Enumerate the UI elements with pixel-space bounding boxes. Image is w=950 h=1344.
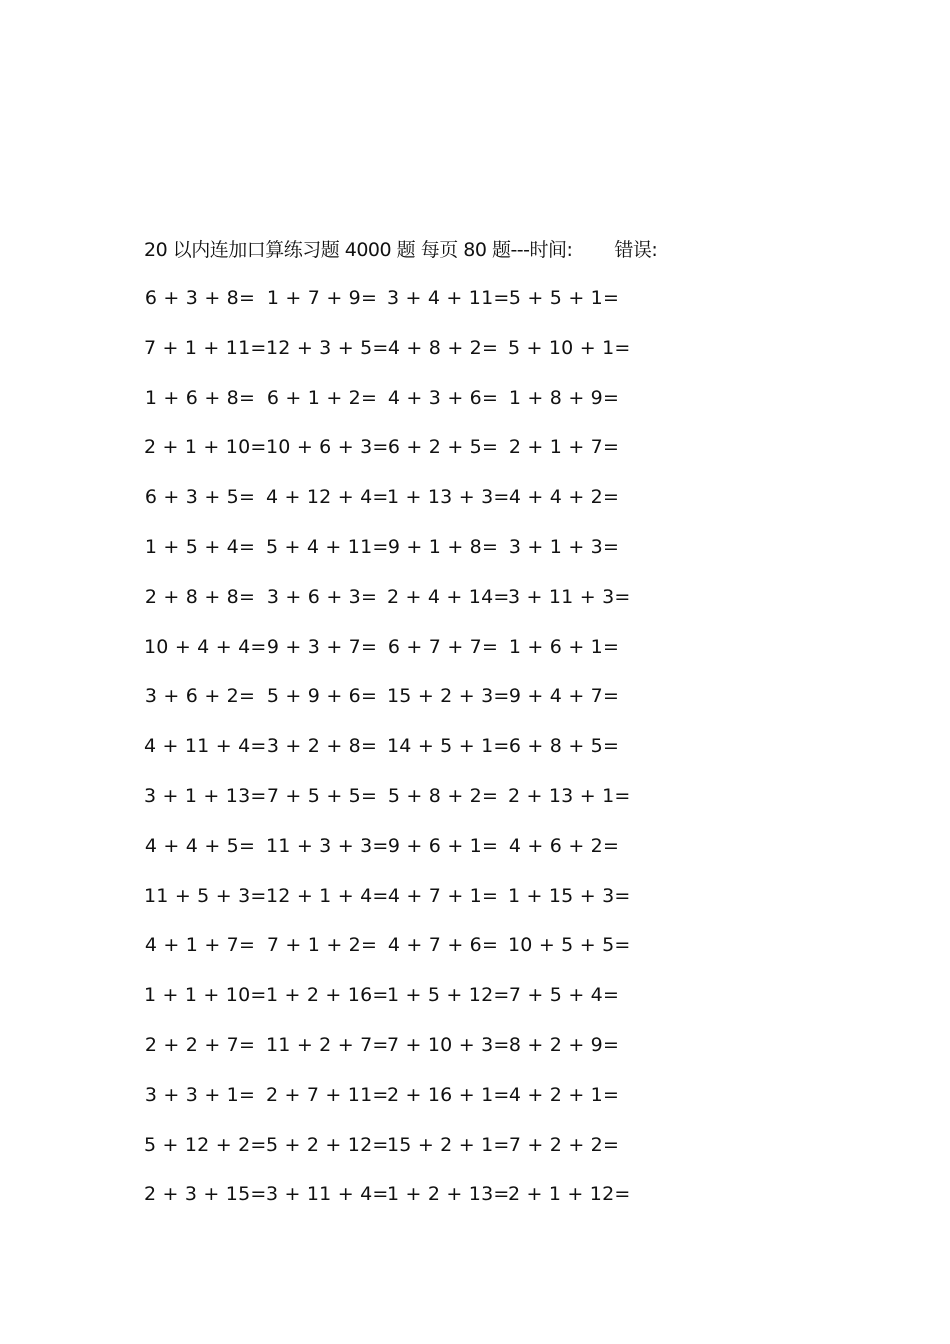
- problem-item: 1 + 13 + 3=: [387, 486, 510, 509]
- problem-item: 6 + 2 + 5=: [387, 436, 499, 459]
- problem-item: 2 + 2 + 7=: [144, 1033, 256, 1056]
- problem-item: 1 + 15 + 3=: [508, 884, 631, 907]
- problem-item: 4 + 7 + 6=: [387, 934, 499, 957]
- problem-item: 4 + 12 + 4=: [266, 486, 389, 509]
- problem-row: [144, 981, 664, 1031]
- problem-item: 14 + 5 + 1=: [387, 735, 510, 758]
- worksheet-title: 20 以内连加口算练习题 4000 题 每页 80 题---时间:: [144, 239, 573, 261]
- problem-row: [144, 334, 664, 384]
- problem-item: 4 + 6 + 2=: [508, 834, 620, 857]
- problem-item: 4 + 2 + 1=: [508, 1083, 620, 1106]
- problem-row: [144, 1081, 664, 1131]
- problem-row: [144, 433, 664, 483]
- problem-item: 3 + 11 + 4=: [266, 1183, 389, 1206]
- problem-row: [144, 832, 664, 882]
- problem-row: [144, 882, 664, 932]
- problem-row: [144, 931, 664, 981]
- problem-item: 2 + 16 + 1=: [387, 1083, 510, 1106]
- problem-item: 2 + 4 + 14=: [387, 585, 510, 608]
- problem-item: 10 + 6 + 3=: [266, 436, 389, 459]
- problem-item: 6 + 7 + 7=: [387, 635, 499, 658]
- problem-item: 4 + 11 + 4=: [144, 735, 267, 758]
- problem-item: 5 + 5 + 1=: [508, 287, 620, 309]
- problem-item: 3 + 11 + 3=: [508, 585, 631, 608]
- problem-item: 2 + 1 + 10=: [144, 436, 267, 459]
- error-label: 错误:: [614, 239, 658, 261]
- problem-row: [144, 1131, 664, 1181]
- problem-row: [144, 1180, 664, 1230]
- problem-item: 4 + 1 + 7=: [144, 934, 256, 957]
- worksheet-header: [144, 236, 657, 264]
- problem-item: 10 + 4 + 4=: [144, 635, 267, 658]
- problem-item: 9 + 3 + 7=: [266, 635, 378, 658]
- problem-item: 9 + 4 + 7=: [508, 685, 620, 708]
- problem-item: 11 + 5 + 3=: [144, 884, 267, 907]
- problem-item: 1 + 7 + 9=: [266, 287, 378, 309]
- problem-item: 7 + 10 + 3=: [387, 1033, 510, 1056]
- problem-grid: [144, 284, 664, 1230]
- problem-item: 3 + 2 + 8=: [266, 735, 378, 758]
- problem-row: [144, 284, 664, 334]
- problem-item: 6 + 3 + 5=: [144, 486, 256, 509]
- problem-item: 2 + 1 + 7=: [508, 436, 620, 459]
- problem-item: 6 + 8 + 5=: [508, 735, 620, 758]
- problem-item: 15 + 2 + 3=: [387, 685, 510, 708]
- problem-item: 15 + 2 + 1=: [387, 1133, 510, 1156]
- problem-item: 3 + 4 + 11=: [387, 287, 510, 309]
- problem-item: 1 + 8 + 9=: [508, 386, 620, 409]
- problem-item: 7 + 5 + 4=: [508, 984, 620, 1007]
- problem-item: 12 + 1 + 4=: [266, 884, 389, 907]
- problem-row: [144, 1031, 664, 1081]
- problem-item: 5 + 2 + 12=: [266, 1133, 389, 1156]
- problem-item: 2 + 8 + 8=: [144, 585, 256, 608]
- problem-item: 4 + 8 + 2=: [387, 336, 499, 359]
- problem-item: 1 + 2 + 16=: [266, 984, 389, 1007]
- problem-item: 3 + 6 + 2=: [144, 685, 256, 708]
- problem-row: [144, 782, 664, 832]
- problem-item: 1 + 2 + 13=: [387, 1183, 510, 1206]
- problem-row: [144, 682, 664, 732]
- problem-item: 4 + 7 + 1=: [387, 884, 499, 907]
- problem-item: 4 + 4 + 2=: [508, 486, 620, 509]
- problem-item: 6 + 3 + 8=: [144, 287, 256, 309]
- problem-row: [144, 583, 664, 633]
- problem-item: 5 + 12 + 2=: [144, 1133, 267, 1156]
- problem-item: 11 + 3 + 3=: [266, 834, 389, 857]
- problem-item: 1 + 6 + 1=: [508, 635, 620, 658]
- problem-item: 3 + 1 + 3=: [508, 535, 620, 558]
- problem-item: 1 + 1 + 10=: [144, 984, 267, 1007]
- problem-item: 1 + 6 + 8=: [144, 386, 256, 409]
- problem-item: 5 + 9 + 6=: [266, 685, 378, 708]
- problem-item: 7 + 1 + 11=: [144, 336, 267, 359]
- problem-row: [144, 533, 664, 583]
- problem-row: [144, 732, 664, 782]
- problem-item: 5 + 4 + 11=: [266, 535, 389, 558]
- problem-item: 9 + 1 + 8=: [387, 535, 499, 558]
- problem-item: 1 + 5 + 12=: [387, 984, 510, 1007]
- problem-item: 2 + 13 + 1=: [508, 784, 631, 807]
- problem-item: 3 + 6 + 3=: [266, 585, 378, 608]
- problem-row: [144, 384, 664, 434]
- problem-item: 1 + 5 + 4=: [144, 535, 256, 558]
- problem-item: 4 + 3 + 6=: [387, 386, 499, 409]
- problem-item: 5 + 8 + 2=: [387, 784, 499, 807]
- problem-item: 9 + 6 + 1=: [387, 834, 499, 857]
- problem-item: 10 + 5 + 5=: [508, 934, 631, 957]
- problem-item: 4 + 4 + 5=: [144, 834, 256, 857]
- problem-row: [144, 633, 664, 683]
- problem-item: 7 + 1 + 2=: [266, 934, 378, 957]
- problem-item: 2 + 7 + 11=: [266, 1083, 389, 1106]
- problem-item: 6 + 1 + 2=: [266, 386, 378, 409]
- problem-item: 3 + 1 + 13=: [144, 784, 267, 807]
- problem-item: 8 + 2 + 9=: [508, 1033, 620, 1056]
- problem-item: 5 + 10 + 1=: [508, 336, 631, 359]
- problem-item: 3 + 3 + 1=: [144, 1083, 256, 1106]
- problem-item: 2 + 1 + 12=: [508, 1183, 631, 1206]
- problem-row: [144, 483, 664, 533]
- problem-item: 7 + 5 + 5=: [266, 784, 378, 807]
- problem-item: 7 + 2 + 2=: [508, 1133, 620, 1156]
- problem-item: 11 + 2 + 7=: [266, 1033, 389, 1056]
- problem-item: 12 + 3 + 5=: [266, 336, 389, 359]
- problem-item: 2 + 3 + 15=: [144, 1183, 267, 1206]
